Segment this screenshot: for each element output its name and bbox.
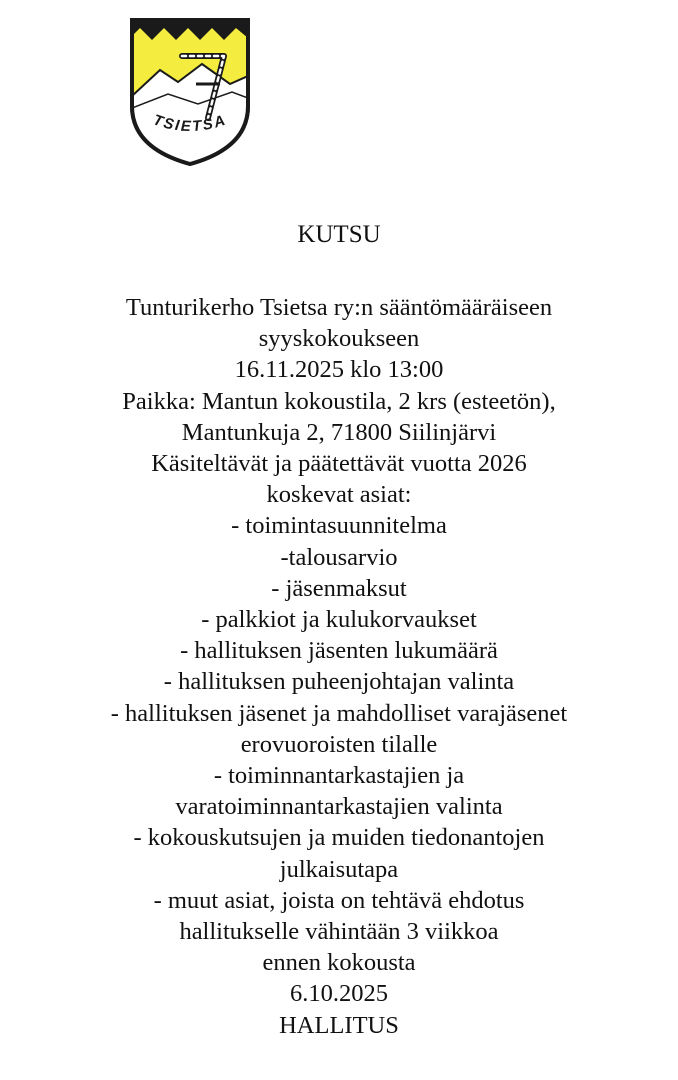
body-line: syyskokoukseen <box>258 325 420 353</box>
document-date: 6.10.2025 <box>290 980 388 1008</box>
agenda-item: - muut asiat, joista on tehtävä ehdotus <box>153 886 525 914</box>
body-line: Käsiteltävät ja päätettävät vuotta 2026 <box>151 450 527 478</box>
agenda-item: - hallituksen jäsenten lukumäärä <box>180 637 498 665</box>
agenda-item: -talousarvio <box>280 543 398 571</box>
agenda-item: - jäsenmaksut <box>271 574 407 602</box>
agenda-item: varatoiminnantarkastajien valinta <box>175 793 503 821</box>
agenda-item: - toimintasuunnitelma <box>231 512 447 540</box>
agenda-item: - hallituksen puheenjohtajan valinta <box>163 668 515 696</box>
agenda-item: - palkkiot ja kulukorvaukset <box>201 606 477 634</box>
signature: HALLITUS <box>279 1011 399 1039</box>
invitation-body <box>0 292 678 1041</box>
document-title: KUTSU <box>297 221 381 248</box>
agenda-item: erovuoroisten tilalle <box>240 730 438 758</box>
meeting-date: 16.11.2025 klo 13:00 <box>234 356 444 384</box>
agenda-item: ennen kokousta <box>262 949 416 977</box>
agenda-item: - kokouskutsujen ja muiden tiedonantojen <box>133 824 545 852</box>
logo-text: TSIETSA <box>150 111 230 136</box>
body-line: Tunturikerho Tsietsa ry:n sääntömääräiseen <box>125 294 553 321</box>
meeting-address: Mantunkuja 2, 71800 Siilinjärvi <box>181 418 497 446</box>
tsietsa-club-emblem-icon <box>112 8 268 170</box>
agenda-item: - toiminnantarkastajien ja <box>213 762 465 790</box>
agenda-item: - hallituksen jäsenet ja mahdolliset varajäsenet <box>110 699 568 727</box>
agenda-item: julkaisutapa <box>279 855 399 883</box>
club-logo <box>112 8 268 170</box>
meeting-place: Paikka: Mantun kokoustila, 2 krs (esteetön), <box>122 387 556 415</box>
agenda-item: hallitukselle vähintään 3 viikkoa <box>179 918 499 946</box>
body-line: koskevat asiat: <box>266 481 412 509</box>
